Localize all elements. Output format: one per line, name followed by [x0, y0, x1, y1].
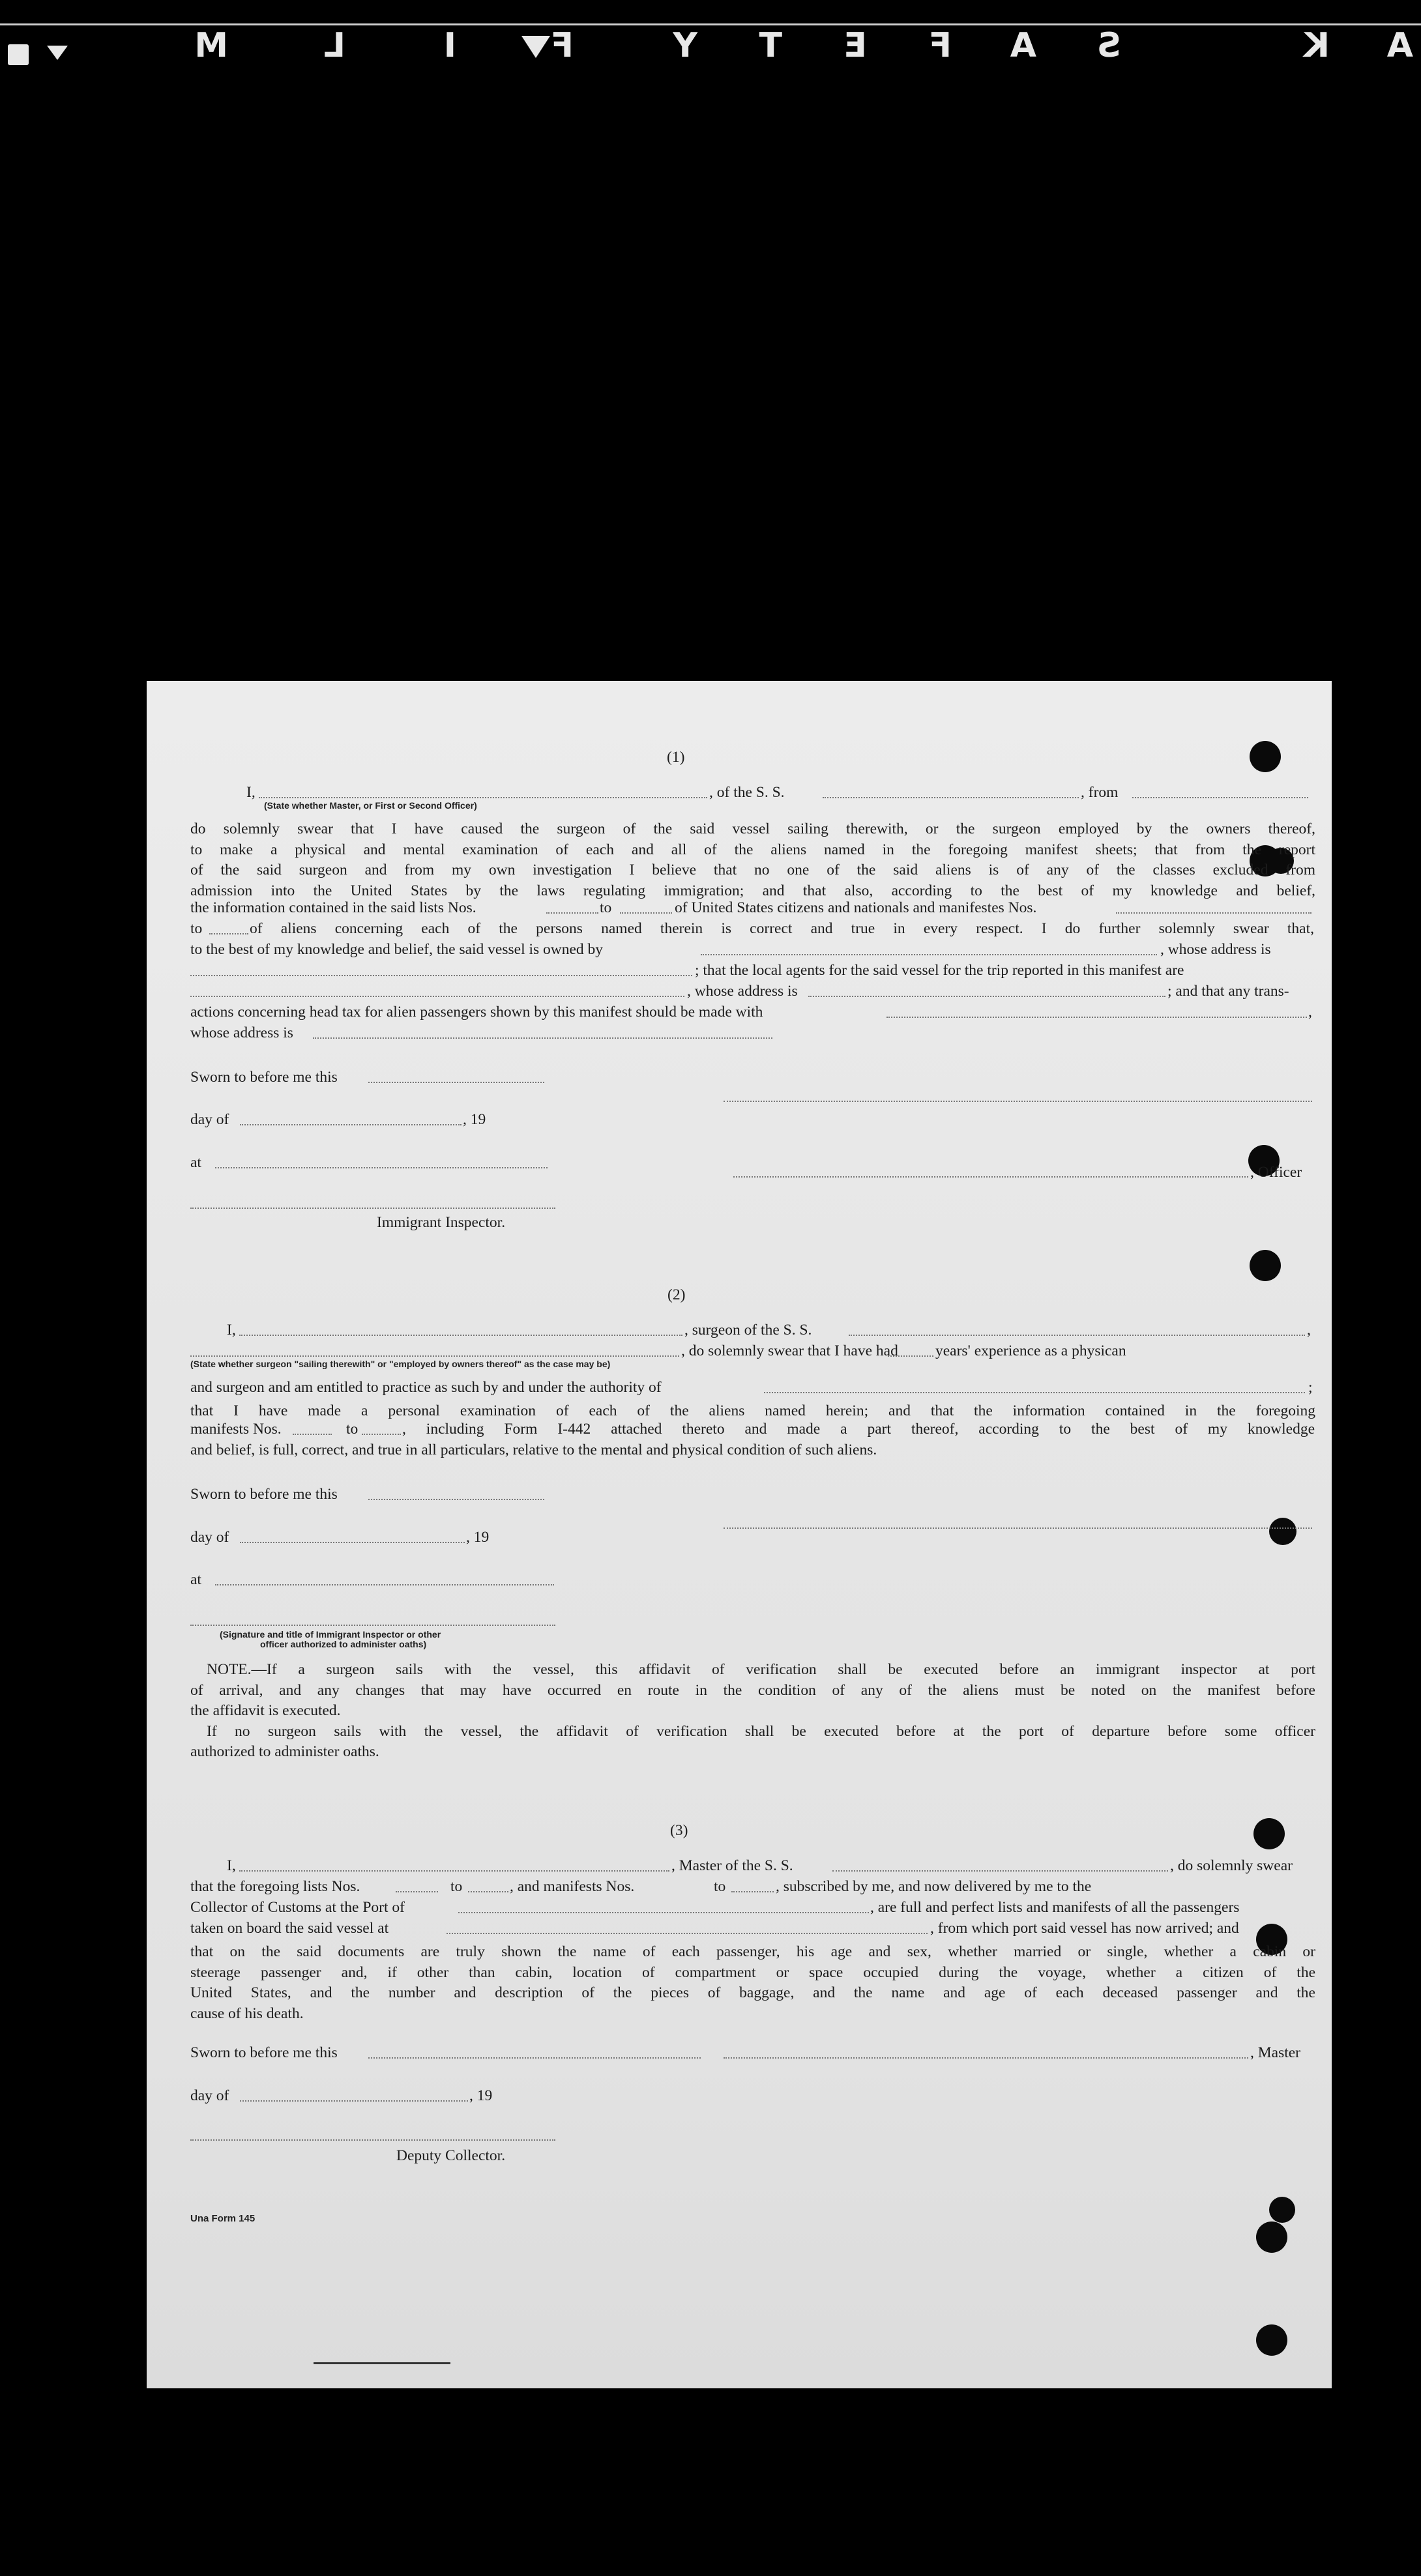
- section3-swear: , do solemnly swear: [1170, 1857, 1293, 1874]
- s3-manifests-to-field: [731, 1891, 774, 1892]
- sworn-date-field: [368, 1082, 544, 1083]
- surgeon-manifests-from-field: [293, 1434, 332, 1435]
- section2-manifests-c: , including Form I-442 attached thereto and made a part thereof, according to the best of my knowledge: [402, 1421, 1315, 1438]
- note-line: authorized to administer oaths.: [190, 1743, 379, 1761]
- section1-to-b: of aliens concerning each of the persons named therein is correct and true in every respect. I do further solemnly swear that,: [250, 920, 1314, 937]
- agents-field: [190, 996, 684, 997]
- section3-line: cause of his death.: [190, 2004, 304, 2022]
- punch-hole: [1269, 2197, 1295, 2223]
- section1-to-a: to: [190, 920, 203, 937]
- section1-sworn: Sworn to before me this: [190, 1069, 338, 1086]
- film-edge-line: [0, 23, 1421, 25]
- section3-foregoing-c: , and manifests Nos.: [510, 1878, 635, 1895]
- section1-info-b: to: [600, 899, 612, 916]
- form-number: Una Form 145: [190, 2213, 256, 2224]
- comma: ,: [1307, 1322, 1311, 1339]
- section1-actions: actions concerning head tax for alien passengers shown by this manifest should be made with: [190, 1004, 763, 1020]
- manifests-no-field: [1116, 912, 1311, 914]
- section3-foregoing-e: , subscribed by me, and now delivered by me to the: [776, 1878, 1092, 1895]
- section-number-3: (3): [670, 1822, 688, 1839]
- section3-collector: Collector of Customs at the Port of: [190, 1899, 405, 1916]
- film-letter: A: [1010, 26, 1036, 65]
- section2-sig-note-2: officer authorized to administer oaths): [260, 1639, 427, 1649]
- day-of-field-2: [240, 1542, 465, 1543]
- section3-foregoing-a: that the foregoing lists Nos.: [190, 1878, 360, 1895]
- head-tax-agent-field: [886, 1017, 1307, 1018]
- punch-hole: [1256, 2324, 1287, 2356]
- section1-whose-address-is2: , whose address is: [687, 983, 798, 1000]
- section1-info-a: the information contained in the said lists Nos.: [190, 899, 476, 916]
- section3-foregoing-b: to: [450, 1878, 463, 1895]
- section1-of-ss: , of the S. S.: [709, 784, 785, 801]
- inspector-signature-field: [190, 1208, 555, 1209]
- section3-oath-text: [190, 1942, 1315, 2024]
- at-field-2: [215, 1584, 554, 1585]
- section1-year: , 19: [463, 1111, 486, 1128]
- at-field: [215, 1167, 548, 1168]
- officer-title-field: [733, 1176, 1248, 1178]
- note-line: of arrival, and any changes that may have occurred en route in the condition of any of the aliens must be noted on the manifest before: [190, 1681, 1315, 1699]
- section3-day-of: day of: [190, 2087, 229, 2104]
- master-name-field: [239, 1870, 669, 1872]
- film-letter: T: [759, 26, 782, 65]
- film-letter: F: [928, 26, 952, 65]
- section3-i-label: I,: [227, 1857, 236, 1874]
- section1-line: to make a physical and mental examination of each and all of the aliens named in the foregoing manifest sheets; that from the report: [190, 841, 1315, 858]
- section3-master-of: , Master of the S. S.: [671, 1857, 793, 1874]
- s3-lists-from-field: [396, 1891, 438, 1892]
- film-strip-label: [0, 26, 1421, 72]
- surgeon-name-field: [239, 1335, 682, 1336]
- section3-foregoing-d: to: [714, 1878, 726, 1895]
- section2-surgeon-of: , surgeon of the S. S.: [684, 1322, 812, 1339]
- lists-to-field: [620, 912, 672, 914]
- surgeon-manifests-to-field: [362, 1434, 401, 1435]
- port-field: [458, 1912, 869, 1913]
- comma: ,: [1308, 1004, 1312, 1020]
- film-letter: M: [194, 26, 228, 65]
- film-letter: Y: [673, 26, 697, 65]
- master-vessel-field: [832, 1870, 1168, 1872]
- film-letter: I: [443, 26, 456, 65]
- section1-officer-note: (State whether Master, or First or Second Officer): [264, 800, 477, 811]
- surgeon-signature-field: [724, 1527, 1312, 1529]
- section2-day-of: day of: [190, 1529, 229, 1546]
- section2-note: [190, 1660, 1315, 1763]
- section-number-2: (2): [667, 1286, 686, 1303]
- lists-from-field: [546, 912, 598, 914]
- film-letter: L: [323, 26, 345, 65]
- inspector-signature-field-2: [190, 1625, 555, 1626]
- triangle-marker-icon: [47, 46, 68, 61]
- surgeon-status-field: [190, 1355, 679, 1357]
- section2-surgeon-note: (State whether surgeon "sailing therewith" or "employed by owners thereof" as the case may be): [190, 1359, 611, 1369]
- section1-day-of: day of: [190, 1111, 229, 1128]
- section3-taken: taken on board the said vessel at: [190, 1920, 389, 1937]
- section1-officer-field: [259, 797, 707, 798]
- section2-authority: and surgeon and am entitled to practice as such by and under the authority of: [190, 1379, 662, 1396]
- section1-any-trans: ; and that any trans-: [1167, 983, 1289, 1000]
- square-marker-icon: [8, 44, 29, 65]
- day-of-field-3: [240, 2100, 468, 2102]
- section1-whose-address: whose address is: [190, 1024, 293, 1041]
- section1-officer: , Officer: [1250, 1164, 1302, 1181]
- section2-at: at: [190, 1571, 201, 1588]
- section1-i-label: I,: [246, 784, 256, 801]
- years-field: [888, 1355, 933, 1357]
- semicolon: ;: [1308, 1379, 1313, 1396]
- owner-field: [701, 954, 1157, 955]
- agents-address-field: [808, 996, 1165, 997]
- section2-exam-text: [190, 1401, 1315, 1422]
- day-of-field: [240, 1124, 461, 1125]
- section1-vessel-field: [823, 797, 1079, 798]
- section2-sworn: Sworn to before me this: [190, 1486, 338, 1503]
- manifest-affidavit-page: [147, 681, 1332, 2388]
- section2-years: years' experience as a physican: [935, 1342, 1126, 1359]
- section1-local-agents: ; that the local agents for the said vessel for the trip reported in this manifest are: [695, 962, 1184, 979]
- section3-line: that on the said documents are truly shown the name of each passenger, his age and sex, whether married or single, whether a cabin or: [190, 1943, 1315, 1960]
- section1-port-field: [1132, 797, 1308, 798]
- punch-hole: [1256, 2221, 1287, 2253]
- section3-line: United States, and the number and description of the pieces of baggage, and the name and age of each deceased passenger and the: [190, 1984, 1315, 2002]
- section-number-1: (1): [667, 749, 685, 766]
- section1-at: at: [190, 1154, 201, 1171]
- note-line: the affidavit is executed.: [190, 1702, 341, 1720]
- section1-owned-by: to the best of my knowledge and belief, the said vessel is owned by: [190, 941, 604, 958]
- section1-whose-address-is: , whose address is: [1160, 941, 1271, 958]
- manifests-to-field: [209, 933, 248, 934]
- authority-field: [764, 1392, 1305, 1393]
- film-letter: F: [550, 26, 574, 65]
- note-line: If no surgeon sails with the vessel, the affidavit of verification shall be executed before at the port of departure before some officer: [207, 1722, 1315, 1740]
- triangle-marker-icon: [521, 36, 550, 59]
- section2-manifests-b: to: [346, 1421, 359, 1438]
- collector-signature-field: [190, 2139, 555, 2141]
- punch-hole: [1250, 1250, 1281, 1281]
- section3-year: , 19: [469, 2087, 493, 2104]
- section1-from: , from: [1081, 784, 1119, 801]
- bottom-edge-mark: [314, 2362, 450, 2364]
- section2-swear: , do solemnly swear that I have had: [681, 1342, 898, 1359]
- officer-signature-field: [724, 1101, 1312, 1102]
- section3-sworn: Sworn to before me this: [190, 2044, 338, 2061]
- section1-line: admission into the United States by the laws regulating immigration; and that also, according to the best of my knowledge and belief,: [190, 882, 1315, 899]
- film-letter: K: [1303, 26, 1330, 65]
- master-signature-field: [724, 2057, 1248, 2059]
- section1-line: do solemnly swear that I have caused the surgeon of the said vessel sailing therewith, or the surgeon employed by the owners thereof,: [190, 820, 1315, 837]
- section3-full: , are full and perfect lists and manifests of all the passengers: [870, 1899, 1240, 1916]
- film-strip-header: [0, 0, 1421, 72]
- film-letter: A: [1386, 26, 1413, 65]
- punch-hole: [1269, 1518, 1296, 1545]
- embark-port-field: [447, 1933, 928, 1934]
- surgeon-vessel-field: [849, 1335, 1305, 1336]
- film-letter: S: [1096, 26, 1121, 65]
- section3-collector-sig: Deputy Collector.: [396, 2147, 506, 2164]
- section3-line: steerage passenger and, if other than cabin, location of compartment or space occupied during the voyage, whether a citizen of the: [190, 1963, 1315, 1981]
- section1-info-c: of United States citizens and nationals and manifestes Nos.: [675, 899, 1037, 916]
- s3-lists-to-field: [468, 1891, 508, 1892]
- section2-manifests-a: manifests Nos.: [190, 1421, 282, 1438]
- sworn-date-field-2: [368, 1499, 544, 1500]
- punch-hole: [1253, 1818, 1285, 1849]
- note-line: NOTE.—If a surgeon sails with the vessel, this affidavit of verification shall be executed before an immigrant inspector at port: [207, 1661, 1315, 1678]
- section2-sig-note-1: (Signature and title of Immigrant Inspector or other: [220, 1629, 441, 1640]
- section1-oath-text: [190, 819, 1315, 901]
- section2-line5: and belief, is full, correct, and true in all particulars, relative to the mental and physical condition of such aliens.: [190, 1441, 877, 1458]
- owner-address-field: [190, 975, 692, 976]
- section3-from-which: , from which port said vessel has now arrived; and: [930, 1920, 1239, 1937]
- sworn-date-field-3: [368, 2057, 701, 2059]
- section1-inspector: Immigrant Inspector.: [377, 1214, 506, 1231]
- section2-i-label: I,: [227, 1322, 236, 1339]
- section2-year: , 19: [466, 1529, 490, 1546]
- section1-line: of the said surgeon and from my own investigation I believe that no one of the said aliens is of any of the classes excluded from: [190, 861, 1315, 879]
- section2-line: that I have made a personal examination of each of the aliens named herein; and that the information contained in the foregoing: [190, 1402, 1315, 1419]
- head-tax-address-field: [313, 1037, 772, 1039]
- film-letter: E: [843, 26, 867, 65]
- punch-hole: [1250, 741, 1281, 772]
- section3-master: , Master: [1250, 2044, 1301, 2061]
